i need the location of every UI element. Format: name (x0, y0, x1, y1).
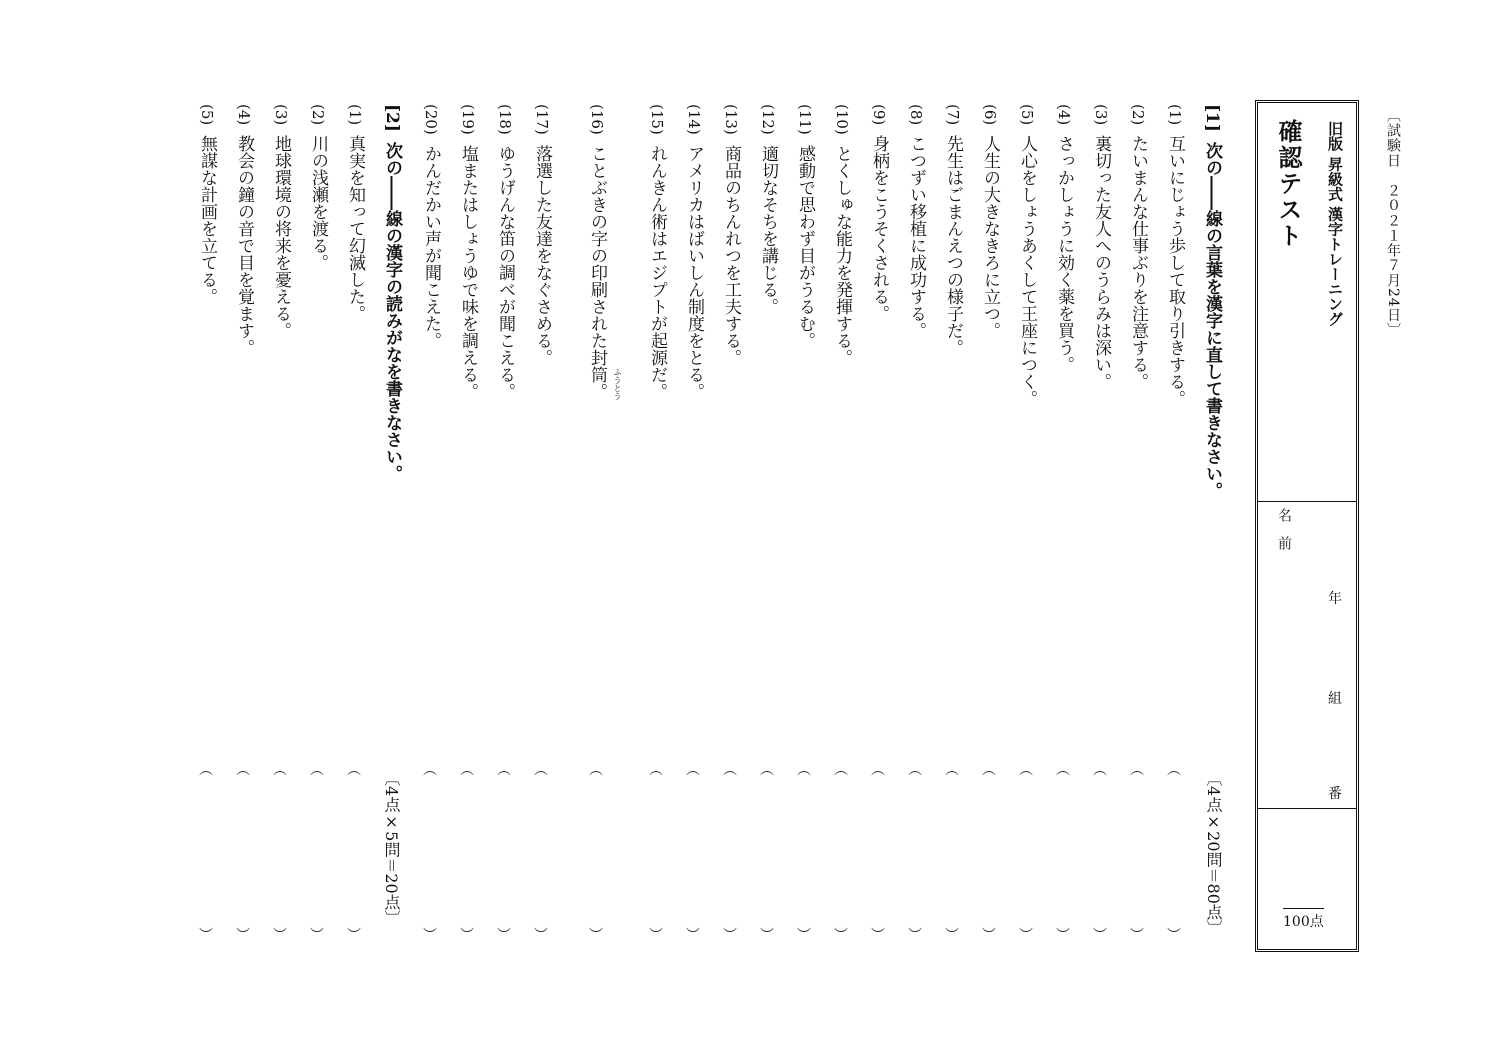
question-item: (17)落選した友達をなぐさめる。 (532, 104, 552, 366)
answer-blank[interactable]: （ ） (197, 762, 213, 942)
exam-date: 〔試験日 ２０２１年７月24日〕 (1385, 108, 1401, 338)
question-item: (3)地球環境の将来を憂える。 (271, 104, 291, 340)
question-item: (15)れんきん術はエジプトが起源だ。 (647, 104, 667, 400)
answer-blank[interactable]: （ ） (495, 762, 511, 942)
answer-blank[interactable]: （ ） (795, 762, 811, 942)
divider (1258, 808, 1356, 809)
question-item: (7)先生はごまんえつの様子だ。 (943, 104, 963, 357)
answer-blank[interactable]: （ ） (271, 762, 287, 942)
ruby-annotation: ふうとう (613, 368, 622, 400)
section2-instruction: [2]次の――線の漢字の読みがなを書きなさい。 (382, 104, 402, 482)
question-item: (6)人生の大きなきろに立つ。 (980, 104, 1000, 340)
question-item: (11)感動で思わず目がうるむ。 (795, 104, 815, 349)
question-item: (9)身柄をこうそくされる。 (869, 104, 889, 323)
answer-blank[interactable]: （ ） (758, 762, 774, 942)
answer-blank[interactable]: （ ） (458, 762, 474, 942)
answer-blank[interactable]: （ ） (1054, 762, 1070, 942)
question-item: (19)塩またはしょうゆで味を調える。 (458, 104, 478, 400)
answer-blank[interactable]: （ ） (421, 762, 437, 942)
question-item: (20)かんだかい声が聞こえた。 (421, 104, 441, 349)
answer-blank[interactable]: （ ） (1091, 762, 1107, 942)
answer-blank[interactable]: （ ） (906, 762, 922, 942)
question-item: (4)さっかしょうに効く薬を買う。 (1054, 104, 1074, 374)
answer-blank[interactable]: （ ） (943, 762, 959, 942)
question-item: (1)互いにじょう歩して取り引きする。 (1165, 104, 1185, 408)
question-item: (14)アメリカはばいしん制度をとる。 (684, 104, 704, 400)
name-label: 名 前 (1276, 508, 1292, 550)
answer-blank[interactable]: （ ） (1017, 762, 1033, 942)
answer-blank[interactable]: （ ） (721, 762, 737, 942)
question-item: (12)適切なそちを講じる。 (758, 104, 778, 315)
answer-blank[interactable]: （ ） (587, 762, 603, 942)
question-item: (5)人心をしょうあくして王座につく。 (1017, 104, 1037, 408)
question-item: (2)たいまんな仕事ぶりを注意する。 (1128, 104, 1148, 391)
answer-blank[interactable]: （ ） (684, 762, 700, 942)
year-label: 年 (1328, 591, 1342, 607)
answer-blank[interactable]: （ ） (532, 762, 548, 942)
question-item: (5)無謀な計画を立てる。 (197, 104, 217, 306)
section1-instruction: [1]次の――線の言葉を漢字に直して書きなさい。 (1202, 104, 1222, 499)
header-box (1255, 100, 1359, 952)
question-item: (4)教会の鐘の音で目を覚ます。 (234, 104, 254, 357)
class-label: 組 (1328, 691, 1342, 707)
number-label: 番 (1328, 786, 1342, 802)
answer-blank[interactable]: （ ） (345, 762, 361, 942)
answer-blank[interactable]: （ ） (647, 762, 663, 942)
question-item: (13)商品のちんれつを工夫する。 (721, 104, 741, 366)
answer-blank[interactable]: （ ） (980, 762, 996, 942)
answer-blank[interactable]: （ ） (234, 762, 250, 942)
answer-blank[interactable]: （ ） (308, 762, 324, 942)
question-item: (1)真実を知って幻滅した。 (345, 104, 365, 323)
question-item: (18)ゆうげんな笛の調べが聞こえる。 (495, 104, 515, 400)
test-title: 確認テスト (1274, 119, 1303, 249)
question-item: (8)こつずい移植に成功する。 (906, 104, 926, 340)
question-item: (16)ことぶきの字の印刷された封筒。 (587, 104, 607, 400)
divider (1258, 501, 1356, 502)
question-item: (10)とくしゅな能力を発揮する。 (832, 104, 852, 366)
series-title: 旧版 昇級式 漢字トレーニング (1326, 121, 1344, 327)
answer-blank[interactable]: （ ） (1128, 762, 1144, 942)
section2-points: 〔4点×5問＝20点〕 (382, 770, 401, 926)
answer-blank[interactable]: （ ） (1165, 762, 1181, 942)
answer-blank[interactable]: （ ） (869, 762, 885, 942)
question-item: (2)川の浅瀬を渡る。 (308, 104, 328, 272)
total-score: 100点 (1283, 908, 1324, 931)
section1-points: 〔4点×20問＝80点〕 (1204, 770, 1223, 936)
answer-blank[interactable]: （ ） (832, 762, 848, 942)
question-item: (3)裏切った友人へのうらみは深い。 (1091, 104, 1111, 391)
